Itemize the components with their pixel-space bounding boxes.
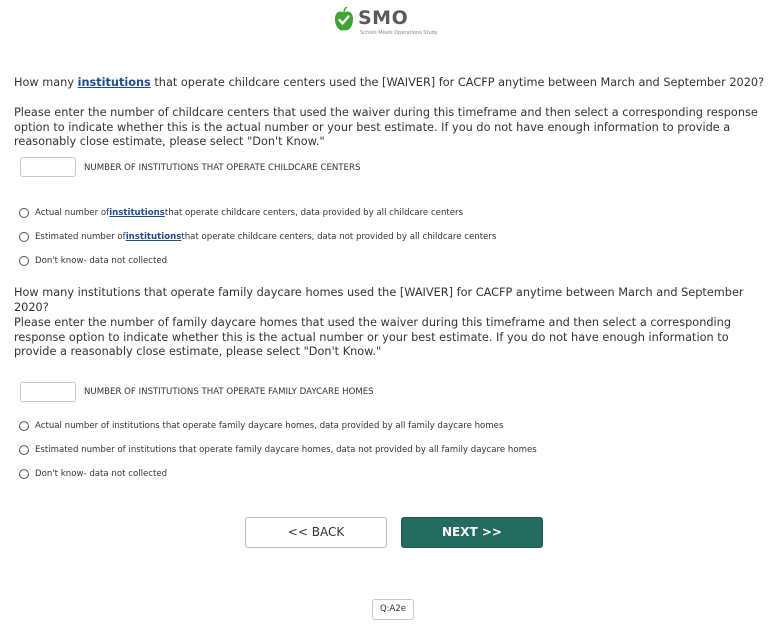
option-dont-know-childcare[interactable]: Don't know- data not collected — [19, 256, 167, 266]
option-estimated-family-daycare[interactable]: Estimated number of institutions that operate family daycare homes, data not provided by all family daycare homes — [19, 445, 537, 455]
radio-button[interactable] — [19, 208, 29, 218]
option-estimated-childcare[interactable]: Estimated number of institutions that operate childcare centers, data not provided by all childcare centers — [19, 232, 496, 242]
option-dont-know-family-daycare[interactable]: Don't know- data not collected — [19, 469, 167, 479]
logo-title: SMO — [358, 7, 409, 29]
radio-button[interactable] — [19, 232, 29, 242]
apple-check-icon — [333, 7, 355, 33]
childcare-centers-input-label: NUMBER OF INSTITUTIONS THAT OPERATE CHILDCARE CENTERS — [84, 163, 361, 173]
family-daycare-homes-count-input[interactable] — [20, 382, 76, 402]
radio-button[interactable] — [19, 445, 29, 455]
option-actual-childcare[interactable]: Actual number of institutions that operate childcare centers, data provided by all childcare centers — [19, 208, 463, 218]
radio-button[interactable] — [19, 421, 29, 431]
next-button[interactable]: NEXT >> — [401, 517, 543, 548]
question-family-daycare-homes: How many institutions that operate family daycare homes used the [WAIVER] for CACFP anytime between March and September 2020? — [14, 286, 744, 314]
question-childcare-centers: How many institutions that operate childcare centers used the [WAIVER] for CACFP anytime between March and September 2020? — [14, 76, 765, 89]
family-daycare-homes-input-label: NUMBER OF INSTITUTIONS THAT OPERATE FAMILY DAYCARE HOMES — [84, 387, 374, 397]
institutions-link[interactable]: institutions — [77, 76, 151, 89]
instructions-childcare-centers: Please enter the number of childcare centers that used the waiver during this timeframe and then select a corresponding response option to indicate whether this is the actual number or your best estimate. If you do not have enough information to provide a reasonably close estimate, please select "Don't Know." — [14, 106, 758, 148]
radio-button[interactable] — [19, 256, 29, 266]
institutions-link[interactable]: institutions — [109, 208, 165, 218]
childcare-centers-count-input[interactable] — [20, 157, 76, 177]
back-button[interactable]: << BACK — [245, 517, 387, 548]
question-id-badge: Q:A2e — [372, 599, 414, 620]
logo-subtitle: School Meals Operations Study — [360, 30, 438, 36]
institutions-link[interactable]: institutions — [125, 232, 182, 242]
smo-logo — [333, 5, 443, 41]
option-actual-family-daycare[interactable]: Actual number of institutions that operate family daycare homes, data provided by all family daycare homes — [19, 421, 503, 431]
radio-button[interactable] — [19, 469, 29, 479]
instructions-family-daycare-homes: Please enter the number of family daycare homes that used the waiver during this timeframe and then select a corresponding response option to indicate whether this is the actual number or your best estimate. If you do not have enough information to provide a reasonably close estimate, please select "Don't Know." — [14, 316, 732, 358]
